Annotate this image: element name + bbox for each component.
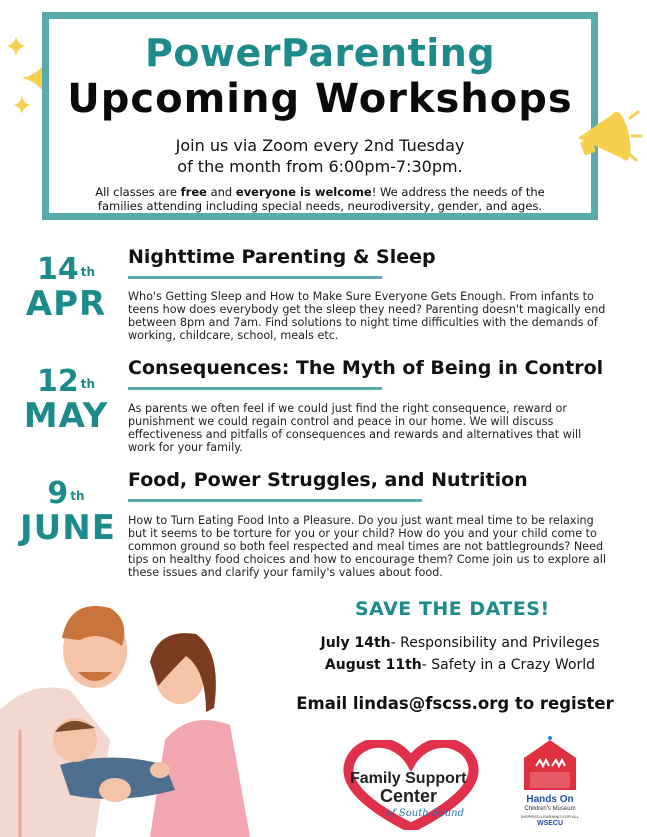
date-day <box>20 366 112 398</box>
day-number: 14 <box>36 252 79 287</box>
date-month: MAY <box>23 396 109 436</box>
family-illustration <box>0 590 300 837</box>
brand-title: PowerParenting <box>144 31 496 75</box>
workshop-title: Food, Power Struggles, and Nutrition <box>128 469 528 491</box>
zoom-info <box>49 135 591 177</box>
intro-welcome: everyone is welcome <box>235 185 372 199</box>
workshop-title: Nighttime Parenting & Sleep <box>128 246 436 268</box>
intro-free: free <box>180 185 207 199</box>
divider <box>128 387 382 390</box>
family-support-center-logo <box>336 740 496 832</box>
hands-line-3: INSPIRED LEARNING FOR ALL <box>520 814 579 819</box>
hands-line-4: WSECU <box>536 820 564 827</box>
workshop-title: Consequences: The Myth of Being in Control <box>128 357 604 379</box>
save-the-dates-heading: SAVE THE DATES! <box>355 598 550 620</box>
day-suffix: th <box>80 265 96 279</box>
future-date-item <box>300 632 620 654</box>
workshop-date <box>20 254 112 322</box>
intro-text <box>79 185 561 213</box>
fsc-line-3: of South Sound <box>386 808 465 819</box>
intro-part: ! We address the needs of the families attending including special needs, neurodiversity, gender, and ages. <box>97 185 545 213</box>
intro-part: and <box>206 185 236 199</box>
zoom-line-2: of the month from 6:00pm-7:30pm. <box>177 157 463 176</box>
workshop-description: How to Turn Eating Food Into a Pleasure. Do you just want meal time to be relaxing but it seems to be torture for you or your child? How do you and your child come to common ground so both feel respected and meal times are not battlegrounds? Need tips on healthy food choices and how to encourage them? Come join us to explore all these issues and clarify your family's values about food. <box>128 514 606 579</box>
hands-line-2: Children's Museum <box>524 806 576 812</box>
day-number: 12 <box>36 364 79 399</box>
workshop-date <box>20 476 116 548</box>
day-suffix: th <box>70 489 85 503</box>
date-day <box>20 254 112 286</box>
workshop-description: As parents we often feel if we could just find the right consequence, reward or punishment we could regain control and peace in our home. We will discuss effectiveness and pitfalls of consequences and rewards and alternatives that will work for your family. <box>128 402 582 454</box>
day-suffix: th <box>80 377 96 391</box>
future-date-item <box>300 654 620 676</box>
hands-line-1: Hands On <box>526 794 574 805</box>
fsc-line-1: Family Support <box>350 770 467 787</box>
date-day <box>20 478 112 510</box>
page-title: Upcoming Workshops <box>67 76 573 122</box>
future-date: August 11th <box>324 657 422 673</box>
future-topic: - Responsibility and Privileges <box>390 635 600 651</box>
future-topic: - Safety in a Crazy World <box>421 657 596 673</box>
workshop-description: Who's Getting Sleep and How to Make Sure Everyone Gets Enough. From infants to teens how does everybody get the sleep they need? Parenting doesn't magically end between 8pm and 7am. Find solutions to night time difficulties with the demands of working, childcare, school, meals etc. <box>128 290 606 342</box>
header-panel <box>42 12 598 220</box>
museum-building-icon <box>516 736 584 792</box>
future-date: July 14th <box>320 635 391 651</box>
divider <box>128 276 382 279</box>
zoom-line-1: Join us via Zoom every 2nd Tuesday <box>175 136 465 155</box>
intro-part: All classes are <box>95 185 181 199</box>
hands-on-museum-logo <box>516 736 584 834</box>
megaphone-icon <box>568 98 643 183</box>
day-number: 9 <box>47 476 69 511</box>
date-month: JUNE <box>20 508 116 548</box>
divider <box>128 499 422 502</box>
workshop-date <box>20 366 112 434</box>
register-email: Email lindas@fscss.org to register <box>296 694 614 713</box>
fsc-line-2: Center <box>380 786 438 806</box>
date-month: APR <box>25 284 107 324</box>
